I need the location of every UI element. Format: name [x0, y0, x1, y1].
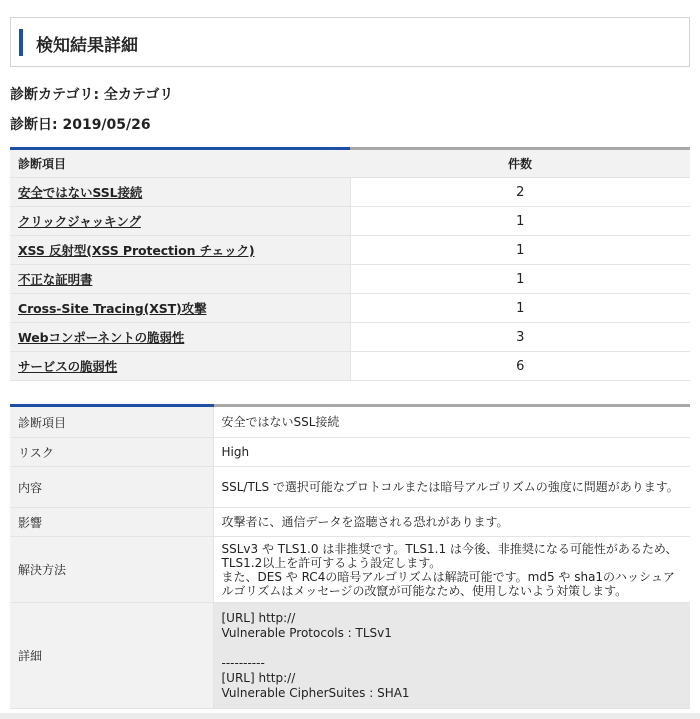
- detail-value-content: SSL/TLS で選択可能なプロトコルまたは暗号アルゴリズムの強度に問題があります。: [213, 467, 690, 508]
- diagnosis-category: 診断カテゴリ: 全カテゴリ: [10, 87, 174, 103]
- detail-row-solution: [10, 537, 690, 603]
- details-separator: ----------: [221, 656, 265, 670]
- bottom-divider: [0, 713, 700, 719]
- title-accent-bar: [19, 29, 23, 56]
- detail-label-impact: 影響: [10, 508, 213, 537]
- finding-link-xst[interactable]: Cross-Site Tracing(XST)攻撃: [18, 301, 207, 316]
- finding-count: 1: [350, 207, 690, 236]
- table-row: [10, 323, 690, 352]
- detail-value-impact: 攻撃者に、通信データを盗聴される恐れがあります。: [213, 508, 690, 537]
- finding-count: 1: [350, 294, 690, 323]
- table-row: [10, 352, 690, 381]
- details-blank-line: [222, 641, 683, 656]
- finding-link-clickjacking[interactable]: クリックジャッキング: [18, 214, 141, 229]
- finding-count: 1: [350, 265, 690, 294]
- finding-count: 3: [350, 323, 690, 352]
- detail-row-details: [10, 603, 690, 709]
- page-title: 検知結果詳細: [36, 36, 138, 56]
- summary-header-row: [10, 149, 690, 178]
- table-row: [10, 207, 690, 236]
- finding-link-service[interactable]: サービスの脆弱性: [18, 359, 118, 374]
- table-row: [10, 178, 690, 207]
- detail-row-impact: [10, 508, 690, 537]
- table-row: [10, 265, 690, 294]
- solution-text-line1: SSLv3 や TLS1.0 は非推奨です。TLS1.1 は今後、非推奨になる可能性があるため、TLS1.2以上を許可するよう設定します。: [221, 541, 678, 570]
- details-url-1: [URL] http://: [221, 611, 296, 625]
- detail-row-item: [10, 406, 690, 438]
- detail-label-risk: リスク: [10, 438, 213, 467]
- finding-count: 1: [350, 236, 690, 265]
- page-title-box: [10, 17, 690, 67]
- detail-label-content: 内容: [10, 467, 213, 508]
- finding-link-invalid-certificate[interactable]: 不正な証明書: [18, 272, 93, 287]
- detail-table: [10, 404, 690, 709]
- summary-col-item: 診断項目: [10, 149, 350, 178]
- table-row: [10, 294, 690, 323]
- details-protocols: Vulnerable Protocols : TLSv1: [221, 626, 392, 640]
- detail-row-content: [10, 467, 690, 508]
- finding-link-web-component[interactable]: Webコンポーネントの脆弱性: [18, 330, 185, 345]
- detail-label-details: 詳細: [10, 603, 213, 709]
- detail-row-risk: [10, 438, 690, 467]
- solution-text-line2: また、DES や RC4の暗号アルゴリズムは解読可能です。md5 や sha1のハッシュアルゴリズムはメッセージの改竄が可能なため、使用しないよう対策します。: [221, 569, 675, 598]
- details-ciphers: Vulnerable CipherSuites : SHA1: [221, 686, 410, 700]
- detail-label-solution: 解決方法: [10, 537, 213, 603]
- summary-table: [10, 147, 690, 381]
- table-row: [10, 236, 690, 265]
- detail-label-item: 診断項目: [10, 406, 213, 438]
- finding-link-xss-reflected[interactable]: XSS 反射型(XSS Protection チェック): [18, 243, 255, 258]
- details-url-2: [URL] http://: [221, 671, 296, 685]
- diagnosis-date: 診断日: 2019/05/26: [10, 117, 151, 133]
- detail-value-item: 安全ではないSSL接続: [213, 406, 690, 438]
- finding-count: 6: [350, 352, 690, 381]
- summary-col-count: 件数: [350, 149, 690, 178]
- finding-link-insecure-ssl[interactable]: 安全ではないSSL接続: [18, 185, 143, 200]
- detail-value-risk: High: [213, 438, 690, 467]
- finding-count: 2: [350, 178, 690, 207]
